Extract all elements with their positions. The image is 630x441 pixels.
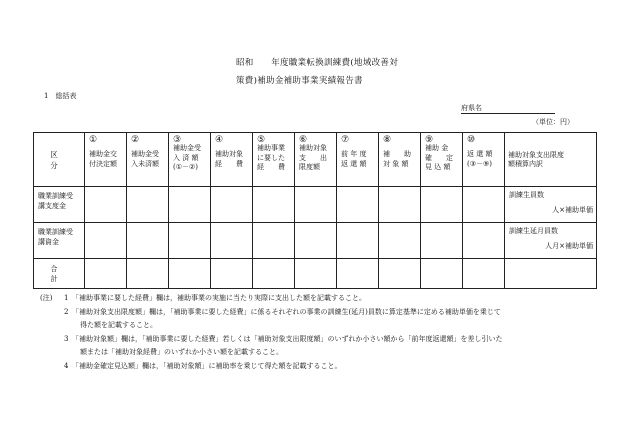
col-header-4: ④ 補助対象 経 費 bbox=[215, 135, 243, 168]
total-row bbox=[34, 259, 597, 289]
data-cell bbox=[169, 223, 211, 259]
data-cell bbox=[211, 187, 253, 223]
prefecture-label: 府県名 bbox=[461, 104, 482, 112]
data-cell bbox=[85, 187, 127, 223]
row-label-shikin: 職業訓練受 講資金 bbox=[34, 223, 85, 259]
col-header-10: ⑩ 返 還 額 (③－⑨) bbox=[467, 135, 493, 168]
data-cell bbox=[253, 187, 295, 223]
note-4: 4 「補助金確定見込額」欄は，「補助対象額」に補助率を乗じて得た額を記載すること。 bbox=[64, 362, 342, 370]
data-cell bbox=[337, 187, 379, 223]
data-cell bbox=[211, 223, 253, 259]
total-label: 合 計 bbox=[34, 259, 85, 289]
limit-breakdown-header: 補助対象支出限度 額積算内訳 bbox=[505, 133, 597, 187]
data-cell bbox=[295, 187, 337, 223]
note-2: 2 「補助対象支出限度額」欄は，「補助事業に要した経費」に係るそれぞれの事業の訓練生(延月)員数に算定基準に定める補助単価を乗じて bbox=[64, 308, 501, 316]
breakdown-cell: 訓練生延月員数 人月×補助単価 bbox=[505, 223, 597, 259]
breakdown-cell: 訓練生員数 人×補助単価 bbox=[505, 187, 597, 223]
data-cell bbox=[211, 259, 253, 289]
data-cell bbox=[463, 223, 505, 259]
row-label-shitakukin: 職業訓練受 講支度金 bbox=[34, 187, 85, 223]
data-cell bbox=[127, 259, 169, 289]
note-2-cont: 得た額を記載すること。 bbox=[80, 321, 157, 329]
section-heading: 1 総括表 bbox=[44, 92, 77, 100]
col-header-6: ⑥ 補助対象 支 出 限度額 bbox=[299, 135, 327, 171]
data-cell bbox=[463, 187, 505, 223]
report-title-line1: 昭和 年度職業転換訓練費(地域改善対 bbox=[236, 58, 399, 68]
data-cell bbox=[421, 223, 463, 259]
data-cell bbox=[379, 187, 421, 223]
data-cell bbox=[337, 223, 379, 259]
note-3: 3 「補助対象額」欄は，「補助事業に要した経費」若しくは「補助対象支出限度額」のいずれか小さい額から「前年度返還額」を差し引いた bbox=[64, 335, 503, 343]
data-cell bbox=[421, 259, 463, 289]
data-cell bbox=[253, 259, 295, 289]
table-row bbox=[34, 223, 597, 259]
data-cell bbox=[463, 259, 505, 289]
data-cell bbox=[505, 259, 597, 289]
data-cell bbox=[295, 259, 337, 289]
notes-prefix: (注) bbox=[40, 294, 53, 302]
data-cell bbox=[253, 223, 295, 259]
data-cell bbox=[127, 187, 169, 223]
col-header-2: ② 補助金受 入未済額 bbox=[131, 135, 159, 168]
col-header-1: ① 補助金交 付決定額 bbox=[89, 135, 117, 168]
note-1: 1 「補助事業に要した経費」欄は，補助事業の実施に当たり実際に支出した額を記載すること。 bbox=[64, 294, 366, 302]
data-cell bbox=[421, 187, 463, 223]
unit-label: （単位：円） bbox=[532, 118, 574, 126]
table-row bbox=[34, 187, 597, 223]
note-3-cont: 額または「補助対象経費」のいずれか小さい額を記載すること。 bbox=[80, 348, 283, 356]
data-cell bbox=[337, 259, 379, 289]
data-cell bbox=[85, 259, 127, 289]
data-cell bbox=[379, 223, 421, 259]
data-cell bbox=[295, 223, 337, 259]
data-cell bbox=[169, 259, 211, 289]
col-header-3: ③ 補助金受 入 済 額 (①－②) bbox=[173, 135, 201, 171]
summary-table bbox=[33, 132, 597, 289]
kubun-header: 区 分 bbox=[34, 133, 85, 187]
data-cell bbox=[169, 187, 211, 223]
prefecture-underline bbox=[461, 113, 555, 114]
col-header-8: ⑧ 補 助 対 象 額 bbox=[383, 135, 411, 168]
data-cell bbox=[85, 223, 127, 259]
header-row bbox=[34, 133, 597, 187]
data-cell bbox=[127, 223, 169, 259]
data-cell bbox=[379, 259, 421, 289]
report-title-line2: 策費)補助金補助事業実績報告書 bbox=[236, 76, 363, 86]
col-header-9: ⑨ 補助 金 確 定 見 込 額 bbox=[425, 135, 453, 171]
col-header-5: ⑤ 補助事業 に要した 経 費 bbox=[257, 135, 285, 171]
col-header-7: ⑦ 前 年 度 返 還 額 bbox=[341, 135, 367, 168]
